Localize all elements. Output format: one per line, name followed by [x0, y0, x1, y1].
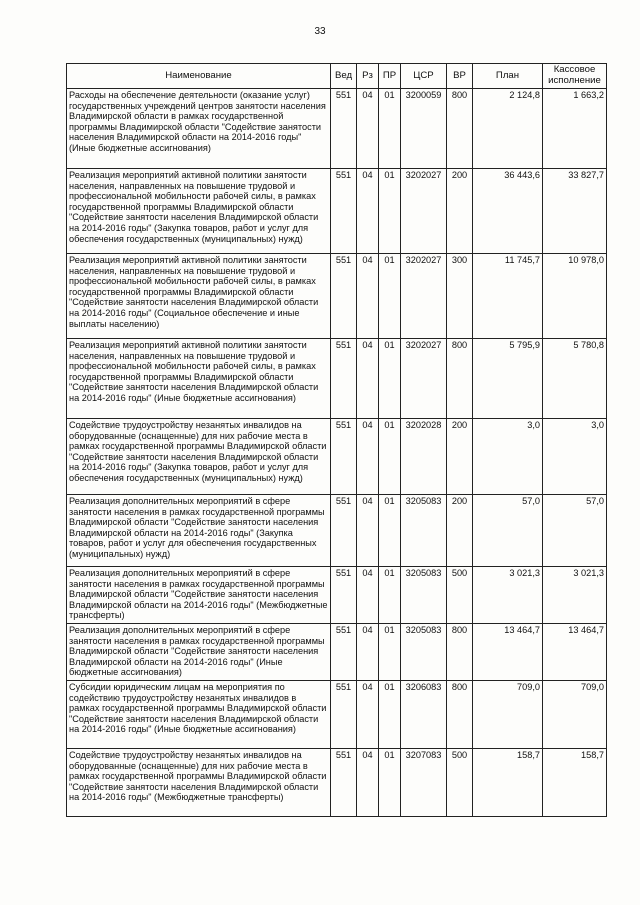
header-plan: План: [473, 64, 543, 89]
page-number: 33: [314, 26, 326, 37]
row-execution: 10 978,0: [543, 254, 607, 339]
row-execution: 57,0: [543, 495, 607, 567]
row-ved: 551: [331, 624, 357, 681]
row-vr: 200: [447, 419, 473, 495]
table-row: [67, 624, 607, 681]
row-pr: 01: [379, 89, 401, 169]
row-execution: 33 827,7: [543, 169, 607, 254]
row-vr: 800: [447, 89, 473, 169]
row-pr: 01: [379, 681, 401, 749]
table-header-row: [67, 64, 607, 89]
row-name: Реализация дополнительных мероприятий в сфере занятости населения в рамках государственной программы Владимирской области "Содействие занятости населения Владимирской области на 2014-2016 годы" (Межбюджетные трансферты): [67, 567, 331, 624]
row-plan: 3,0: [473, 419, 543, 495]
row-plan: 2 124,8: [473, 89, 543, 169]
table-row: [67, 169, 607, 254]
header-vr: ВР: [447, 64, 473, 89]
row-pr: 01: [379, 495, 401, 567]
table-row: [67, 419, 607, 495]
row-rz: 04: [357, 495, 379, 567]
row-vr: 200: [447, 169, 473, 254]
row-name: Реализация дополнительных мероприятий в сфере занятости населения в рамках государственной программы Владимирской области "Содействие занятости населения Владимирской области на 2014-2016 годы" (Закупка товаров, работ и услуг для обеспечения государственных (муниципальных) нужд): [67, 495, 331, 567]
row-pr: 01: [379, 567, 401, 624]
row-pr: 01: [379, 624, 401, 681]
row-vr: 800: [447, 624, 473, 681]
row-rz: 04: [357, 169, 379, 254]
row-plan: 11 745,7: [473, 254, 543, 339]
row-plan: 158,7: [473, 749, 543, 817]
row-execution: 3,0: [543, 419, 607, 495]
row-pr: 01: [379, 419, 401, 495]
row-csr: 3202028: [401, 419, 447, 495]
row-rz: 04: [357, 339, 379, 419]
header-ved: Вед: [331, 64, 357, 89]
header-name: Наименование: [67, 64, 331, 89]
row-execution: 158,7: [543, 749, 607, 817]
row-name: Реализация дополнительных мероприятий в сфере занятости населения в рамках государственной программы Владимирской области "Содействие занятости населения Владимирской области на 2014-2016 годы" (Иные бюджетные ассигнования): [67, 624, 331, 681]
table-row: [67, 254, 607, 339]
row-ved: 551: [331, 681, 357, 749]
row-plan: 36 443,6: [473, 169, 543, 254]
header-csr: ЦСР: [401, 64, 447, 89]
row-name: Реализация мероприятий активной политики занятости населения, направленных на повышение трудовой и профессиональной мобильности рабочей силы, в рамках государственной программы Владимирской области "Содействие занятости населения Владимирской области на 2014-2016 годы" (Закупка товаров, работ и услуг для обеспечения государственных (муниципальных) нужд): [67, 169, 331, 254]
table-row: [67, 749, 607, 817]
row-execution: 13 464,7: [543, 624, 607, 681]
row-ved: 551: [331, 495, 357, 567]
row-vr: 800: [447, 681, 473, 749]
row-csr: 3205083: [401, 495, 447, 567]
row-csr: 3202027: [401, 169, 447, 254]
row-vr: 500: [447, 749, 473, 817]
row-ved: 551: [331, 169, 357, 254]
row-pr: 01: [379, 254, 401, 339]
header-rz: Рз: [357, 64, 379, 89]
row-csr: 3205083: [401, 567, 447, 624]
table-row: [67, 567, 607, 624]
row-plan: 57,0: [473, 495, 543, 567]
row-plan: 709,0: [473, 681, 543, 749]
budget-table: [66, 63, 607, 817]
row-csr: 3200059: [401, 89, 447, 169]
row-ved: 551: [331, 749, 357, 817]
row-vr: 300: [447, 254, 473, 339]
row-ved: 551: [331, 339, 357, 419]
row-plan: 13 464,7: [473, 624, 543, 681]
row-csr: 3206083: [401, 681, 447, 749]
row-name: Реализация мероприятий активной политики занятости населения, направленных на повышение трудовой и профессиональной мобильности рабочей силы, в рамках государственной программы Владимирской области "Содействие занятости населения Владимирской области на 2014-2016 годы" (Социальное обеспечение и иные выплаты населению): [67, 254, 331, 339]
row-rz: 04: [357, 89, 379, 169]
row-name: Содействие трудоустройству незанятых инвалидов на оборудованные (оснащенные) для них рабочие места в рамках государственной программы Владимирской области "Содействие занятости населения Владимирской области на 2014-2016 годы" (Межбюджетные трансферты): [67, 749, 331, 817]
row-name: Расходы на обеспечение деятельности (оказание услуг) государственных учреждений центров занятости населения Владимирской области в рамках государственной программы Владимирской области "Содействие занятости населения Владимирской области на 2014-2016 годы" (Иные бюджетные ассигнования): [67, 89, 331, 169]
row-pr: 01: [379, 169, 401, 254]
row-name: Содействие трудоустройству незанятых инвалидов на оборудованные (оснащенные) для них рабочие места в рамках государственной программы Владимирской области "Содействие занятости населения Владимирской области на 2014-2016 годы" (Закупка товаров, работ и услуг для обеспечения государственных (муниципальных) нужд): [67, 419, 331, 495]
row-name: Субсидии юридическим лицам на мероприятия по содействию трудоустройству незанятых инвалидов в рамках государственной программы Владимирской области "Содействие занятости населения Владимирской области на 2014-2016 годы" (Иные бюджетные ассигнования): [67, 681, 331, 749]
row-rz: 04: [357, 624, 379, 681]
row-rz: 04: [357, 749, 379, 817]
row-execution: 5 780,8: [543, 339, 607, 419]
row-execution: 709,0: [543, 681, 607, 749]
row-rz: 04: [357, 419, 379, 495]
row-ved: 551: [331, 567, 357, 624]
row-execution: 1 663,2: [543, 89, 607, 169]
table-row: [67, 681, 607, 749]
row-ved: 551: [331, 89, 357, 169]
row-vr: 500: [447, 567, 473, 624]
row-vr: 800: [447, 339, 473, 419]
row-ved: 551: [331, 419, 357, 495]
row-plan: 3 021,3: [473, 567, 543, 624]
row-execution: 3 021,3: [543, 567, 607, 624]
row-csr: 3207083: [401, 749, 447, 817]
row-csr: 3202027: [401, 339, 447, 419]
header-pr: ПР: [379, 64, 401, 89]
table-row: [67, 495, 607, 567]
table-row: [67, 89, 607, 169]
row-rz: 04: [357, 681, 379, 749]
header-execution: Кассовое исполнение: [543, 64, 607, 89]
row-name: Реализация мероприятий активной политики занятости населения, направленных на повышение трудовой и профессиональной мобильности рабочей силы, в рамках государственной программы Владимирской области "Содействие занятости населения Владимирской области на 2014-2016 годы" (Иные бюджетные ассигнования): [67, 339, 331, 419]
row-plan: 5 795,9: [473, 339, 543, 419]
row-ved: 551: [331, 254, 357, 339]
row-rz: 04: [357, 254, 379, 339]
row-csr: 3202027: [401, 254, 447, 339]
row-csr: 3205083: [401, 624, 447, 681]
row-pr: 01: [379, 339, 401, 419]
table-row: [67, 339, 607, 419]
row-vr: 200: [447, 495, 473, 567]
row-pr: 01: [379, 749, 401, 817]
row-rz: 04: [357, 567, 379, 624]
